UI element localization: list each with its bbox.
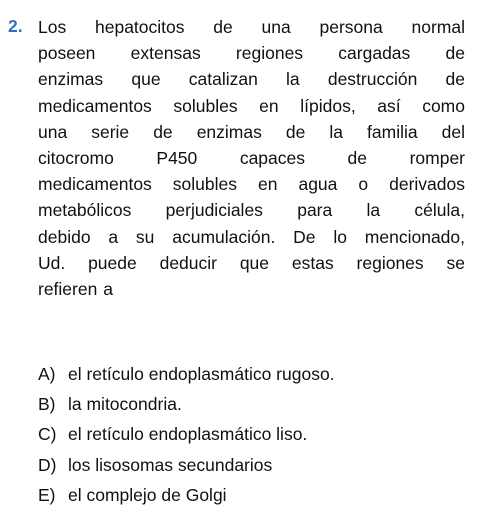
stem-line: enzimas que catalizan la destrucción de	[38, 69, 465, 90]
stem-line: Ud. puede deducir que estas regiones se	[38, 252, 465, 273]
answer-options	[38, 359, 465, 510]
option-b[interactable]	[38, 389, 465, 419]
option-letter: A)	[38, 364, 56, 384]
stem-line: medicamentos solubles en lípidos, así como	[38, 95, 465, 116]
option-text: el retículo endoplasmático liso.	[68, 424, 308, 445]
question-stem	[38, 14, 465, 302]
option-a[interactable]	[38, 359, 465, 389]
option-d[interactable]	[38, 450, 465, 480]
option-letter: C)	[38, 424, 57, 445]
stem-line: citocromo P450 capaces de romper	[38, 148, 465, 169]
stem-line: medicamentos solubles en agua o derivados	[38, 174, 465, 195]
stem-line: refieren a	[38, 279, 113, 300]
option-text: la mitocondria.	[68, 394, 182, 415]
option-letter: B)	[38, 394, 56, 415]
option-letter: E)	[38, 484, 56, 505]
stem-line: una serie de enzimas de la familia del	[38, 121, 465, 142]
stem-line: debido a su acumulación. De lo mencionado,	[38, 226, 465, 247]
option-text: los lisosomas secundarios	[68, 454, 273, 475]
option-text: el retículo endoplasmático rugoso.	[68, 364, 335, 384]
question-number: 2.	[8, 16, 23, 36]
stem-line: poseen extensas regiones cargadas de	[38, 43, 465, 64]
stem-line: Los hepatocitos de una persona normal	[38, 17, 465, 37]
option-e[interactable]	[38, 480, 465, 510]
option-text: el complejo de Golgi	[68, 484, 227, 505]
option-c[interactable]	[38, 419, 465, 449]
option-letter: D)	[38, 454, 57, 475]
stem-line: metabólicos perjudiciales para la célula,	[38, 200, 465, 221]
